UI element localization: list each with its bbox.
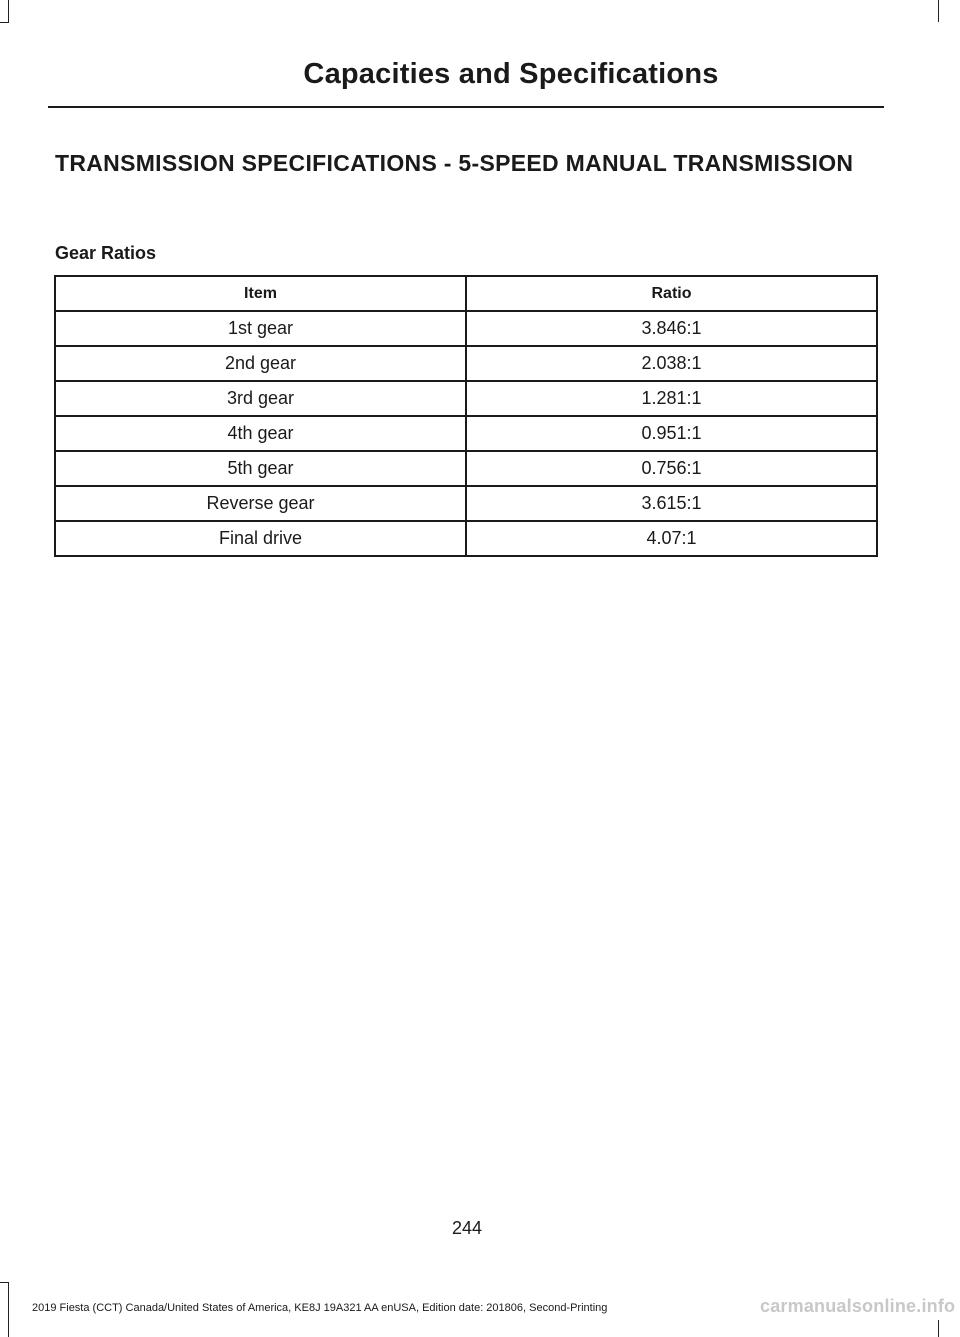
gear-ratios-table — [54, 275, 878, 557]
item-cell: Final drive — [55, 521, 466, 556]
ratio-cell: 2.038:1 — [466, 346, 877, 381]
table-header-row — [55, 276, 877, 311]
table-row — [55, 311, 877, 346]
crop-mark — [8, 0, 9, 22]
page-header-title: Capacities and Specifications — [303, 58, 719, 90]
column-header-ratio: Ratio — [466, 276, 877, 311]
table-row — [55, 416, 877, 451]
item-cell: 3rd gear — [55, 381, 466, 416]
watermark-text: carmanualsonline.info — [760, 1296, 956, 1316]
crop-mark — [0, 1282, 9, 1283]
crop-mark — [8, 1282, 9, 1337]
crop-mark — [938, 1320, 939, 1337]
crop-mark — [938, 0, 939, 22]
header-divider — [48, 106, 884, 108]
table-row — [55, 521, 877, 556]
item-cell: 5th gear — [55, 451, 466, 486]
table-row — [55, 451, 877, 486]
item-cell: 2nd gear — [55, 346, 466, 381]
column-header-item: Item — [55, 276, 466, 311]
ratio-cell: 3.615:1 — [466, 486, 877, 521]
ratio-cell: 0.951:1 — [466, 416, 877, 451]
table-row — [55, 486, 877, 521]
ratio-cell: 0.756:1 — [466, 451, 877, 486]
ratio-cell: 3.846:1 — [466, 311, 877, 346]
crop-mark — [0, 22, 9, 23]
item-cell: 1st gear — [55, 311, 466, 346]
ratio-cell: 4.07:1 — [466, 521, 877, 556]
table-row — [55, 346, 877, 381]
table-title: Gear Ratios — [55, 243, 157, 263]
table-row — [55, 381, 877, 416]
item-cell: 4th gear — [55, 416, 466, 451]
ratio-cell: 1.281:1 — [466, 381, 877, 416]
page-number: 244 — [451, 1218, 483, 1238]
section-title: TRANSMISSION SPECIFICATIONS - 5-SPEED MANUAL TRANSMISSION — [55, 150, 854, 176]
edition-footer: 2019 Fiesta (CCT) Canada/United States of America, KE8J 19A321 AA enUSA, Edition date: 201806, Second-Printing — [32, 1302, 608, 1314]
item-cell: Reverse gear — [55, 486, 466, 521]
